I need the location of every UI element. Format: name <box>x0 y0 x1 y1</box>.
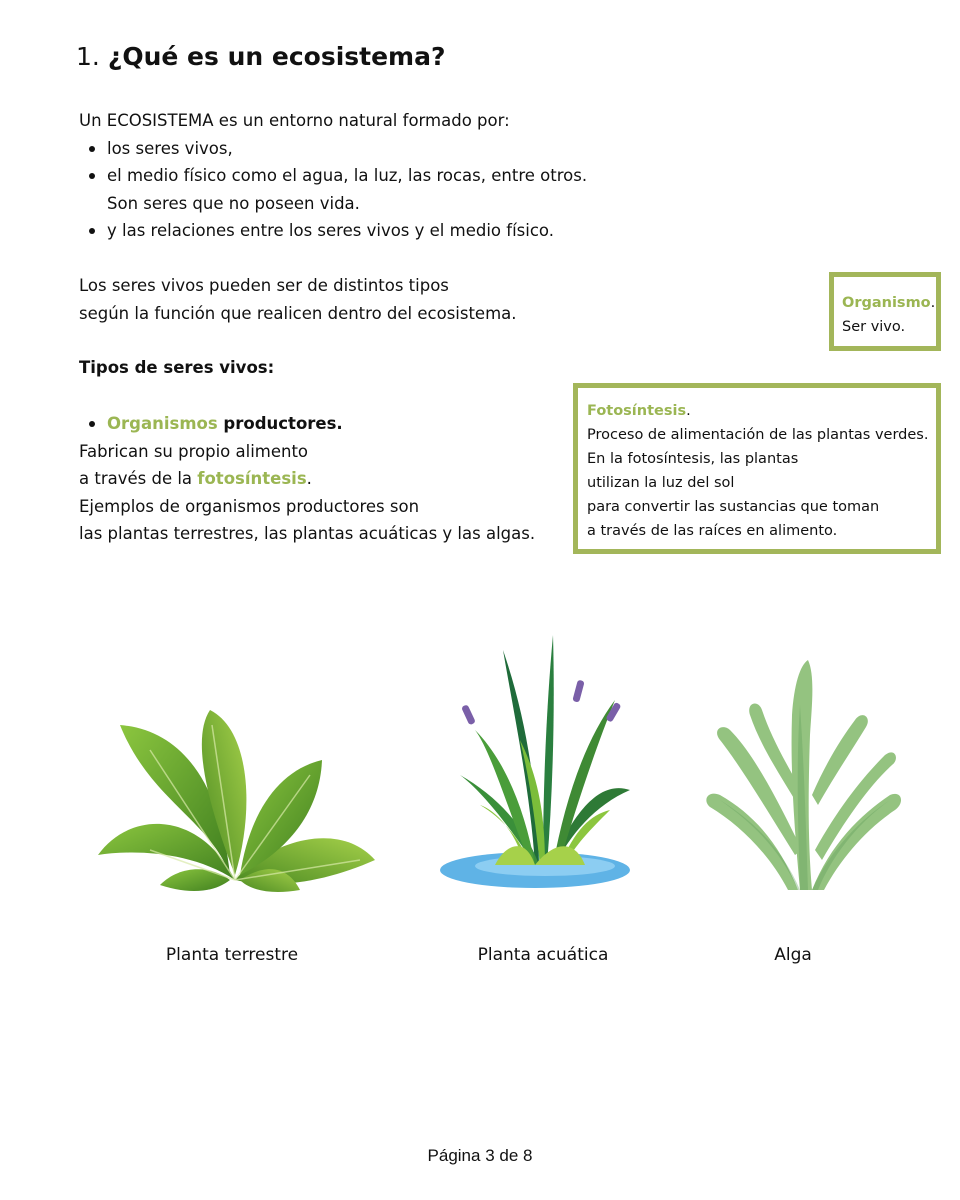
heading-title: ¿Qué es un ecosistema? <box>107 42 446 71</box>
producers-label: productores. <box>217 414 343 433</box>
land-plant-illustration <box>90 700 380 900</box>
caption-aquatic-plant: Planta acuática <box>477 945 609 965</box>
page-number-footer: Página 3 de 8 <box>427 1146 533 1165</box>
glossary-definition-line: En la fotosíntesis, las plantas <box>587 451 799 467</box>
types-intro-line: según la función que realicen dentro del ecosistema. <box>79 303 517 323</box>
producers-term: Organismos <box>107 414 218 433</box>
text-span: . <box>930 295 936 311</box>
caption-seaweed: Alga <box>774 945 812 965</box>
glossary-term-line <box>587 399 936 423</box>
glossary-term-line <box>842 291 936 315</box>
producers-line: las plantas terrestres, las plantas acuáticas y las algas. <box>79 524 536 543</box>
glossary-definition-line: a través de las raíces en alimento. <box>587 523 838 539</box>
glossary-definition-line: para convertir las sustancias que toman <box>587 499 880 515</box>
text-span: . <box>306 469 312 488</box>
producers-bullet-list <box>79 410 569 438</box>
list-item <box>79 217 699 245</box>
seaweed-illustration <box>700 655 905 895</box>
bullet-text: el medio físico como el agua, la luz, las rocas, entre otros. <box>107 166 588 185</box>
glossary-definition: Ser vivo. <box>842 319 906 335</box>
photosynthesis-term: fotosíntesis <box>197 469 307 488</box>
producers-line: Fabrican su propio alimento <box>79 441 309 461</box>
glossary-term: Organismo <box>842 295 931 311</box>
bullet-text: y las relaciones entre los seres vivos y el medio físico. <box>107 221 554 240</box>
list-item <box>79 410 569 438</box>
types-intro-line: Los seres vivos pueden ser de distintos tipos <box>79 276 449 295</box>
text-span: . <box>686 403 691 419</box>
text-span: a través de la <box>79 469 198 488</box>
glossary-definition-line: Proceso de alimentación de las plantas verdes. <box>587 427 929 443</box>
producers-line: Ejemplos de organismos productores son <box>79 496 420 516</box>
caption-land-plant: Planta terrestre <box>165 945 299 965</box>
glossary-box-fotosintesis <box>573 383 941 554</box>
aquatic-plant-illustration <box>435 630 635 895</box>
list-item <box>79 162 699 217</box>
glossary-box-organismo <box>829 272 941 351</box>
bullet-continuation: Son seres que no poseen vida. <box>107 193 360 213</box>
heading-number: 1. <box>76 42 100 71</box>
intro-section <box>79 107 699 245</box>
glossary-term: Fotosíntesis <box>587 403 687 419</box>
list-item <box>79 135 699 163</box>
types-intro <box>79 272 599 327</box>
intro-bullet-list <box>79 135 699 245</box>
producers-line <box>79 465 569 493</box>
intro-lead: Un ECOSISTEMA es un entorno natural formado por: <box>79 111 510 130</box>
glossary-definition-line: utilizan la luz del sol <box>587 475 735 491</box>
producers-section <box>79 410 569 548</box>
bullet-text: los seres vivos, <box>107 138 233 158</box>
types-heading: Tipos de seres vivos: <box>79 358 275 377</box>
page-heading <box>76 40 445 74</box>
